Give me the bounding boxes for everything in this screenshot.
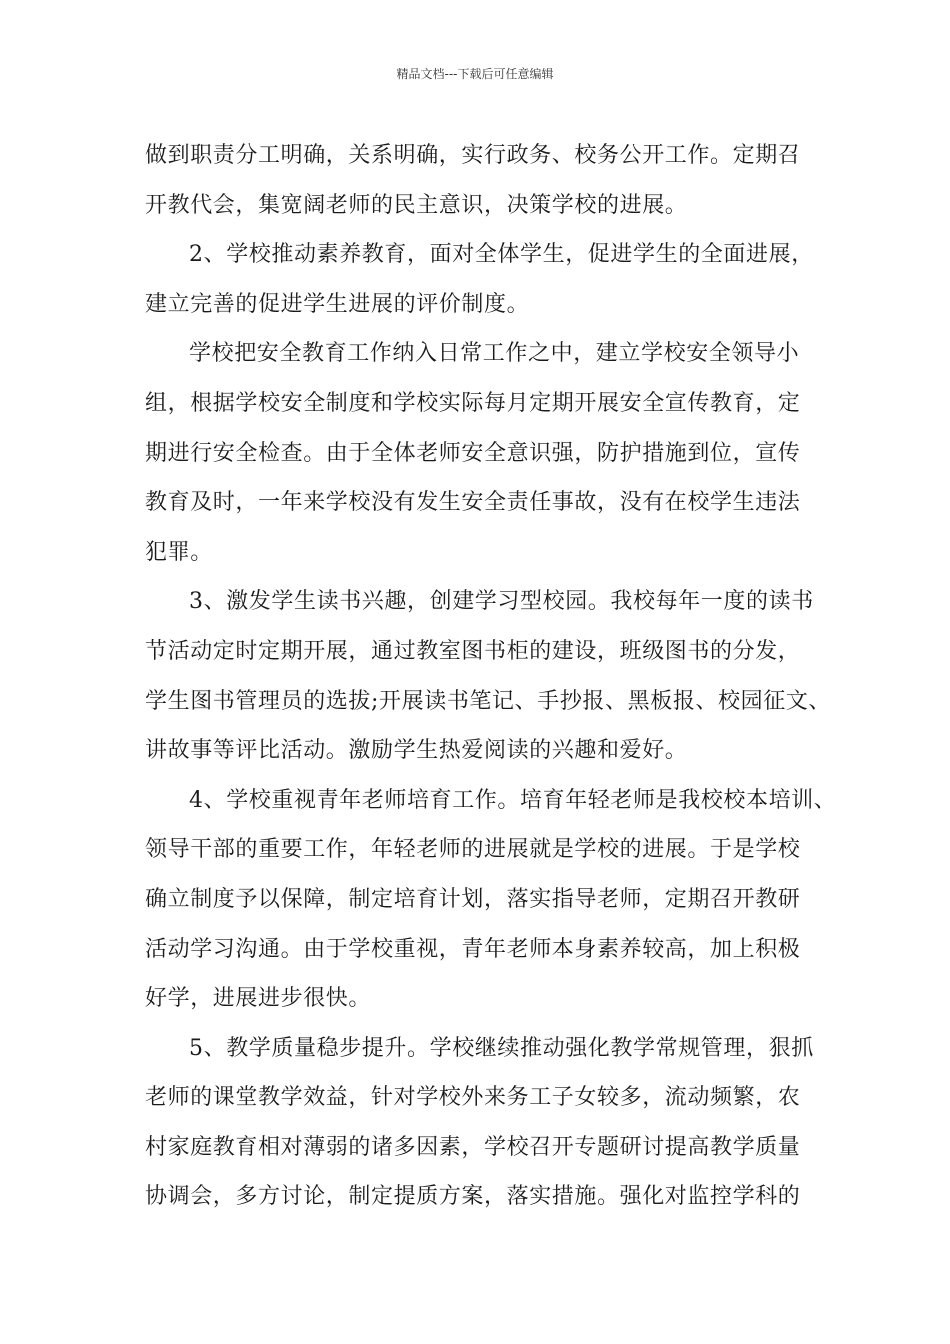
text-line: 讲故事等评比活动。激励学生热爱阅读的兴趣和爱好。 — [145, 738, 688, 764]
text-line: 组，根据学校安全制度和学校实际每月定期开展安全宣传教育，定 — [145, 390, 801, 416]
paragraph — [145, 230, 835, 329]
text-line: 活动学习沟通。由于学校重视，青年老师本身素养较高，加上积极 — [145, 936, 801, 962]
text-line: 村家庭教育相对薄弱的诸多因素，学校召开专题研讨提高教学质量 — [145, 1134, 801, 1160]
text-line: 教育及时，一年来学校没有发生安全责任事故，没有在校学生违法 — [145, 490, 801, 516]
paragraph — [145, 1024, 835, 1222]
text-line: 做到职责分工明确，关系明确，实行政务、校务公开工作。定期召 — [145, 143, 801, 168]
text-line: 期进行安全检查。由于全体老师安全意识强，防护措施到位，宣传 — [145, 440, 801, 466]
text-line: 节活动定时定期开展，通过教室图书柜的建设，班级图书的分发， — [145, 638, 801, 664]
text-line: 建立完善的促进学生进展的评价制度。 — [145, 291, 530, 317]
document-body — [145, 131, 835, 1222]
text-line: 5、教学质量稳步提升。学校继续推动强化教学常规管理，狠抓 — [189, 1035, 814, 1061]
text-line: 2、学校推动素养教育，面对全体学生，促进学生的全面进展， — [189, 242, 814, 268]
text-line: 3、激发学生读书兴趣，创建学习型校园。我校每年一度的读书 — [189, 589, 814, 615]
paragraph — [145, 329, 835, 577]
text-line: 开教代会，集宽阔老师的民主意识，决策学校的进展。 — [145, 192, 688, 218]
text-line: 确立制度予以保障，制定培育计划，落实指导老师，定期召开教研 — [145, 886, 801, 912]
text-line: 老师的课堂教学效益，针对学校外来务工子女较多，流动频繁，农 — [145, 1085, 801, 1111]
text-line: 学校把安全教育工作纳入日常工作之中，建立学校安全领导小 — [189, 341, 800, 367]
text-line: 好学，进展进步很快。 — [145, 986, 372, 1012]
text-line: 领导干部的重要工作，年轻老师的进展就是学校的进展。于是学校 — [145, 837, 801, 863]
text-line: 学生图书管理员的选拔;开展读书笔记、手抄报、黑板报、校园征文、 — [145, 688, 832, 714]
text-line: 犯罪。 — [145, 539, 213, 565]
text-line: 4、学校重视青年老师培育工作。培育年轻老师是我校校本培训、 — [189, 787, 837, 813]
text-line: 协调会，多方讨论，制定提质方案，落实措施。强化对监控学科的 — [145, 1184, 801, 1210]
paragraph — [145, 131, 835, 230]
paragraph — [145, 577, 835, 775]
paragraph — [145, 776, 835, 1024]
page-header: 精品文档---下载后可任意编辑 — [396, 67, 554, 81]
